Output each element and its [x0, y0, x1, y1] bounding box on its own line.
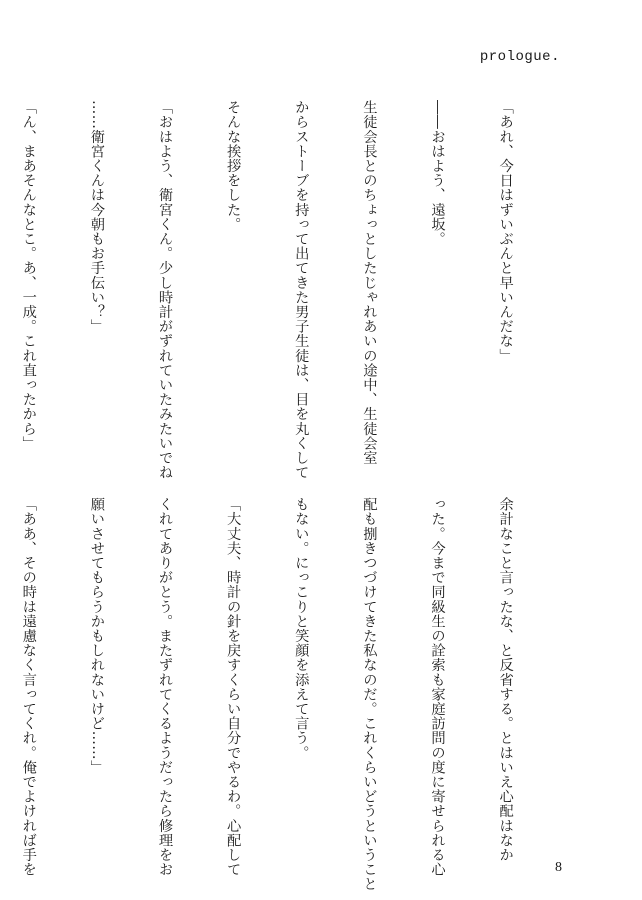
text-column: 「ああ、その時は遠慮なく言ってくれ。俺でよければ手を: [20, 497, 37, 877]
text-column: 「大丈夫、時計の針を戻すくらい自分でやるわ。心配して: [225, 497, 242, 877]
text-column: 願いさせてもらうかもしれないけど……」: [88, 497, 105, 775]
text-column: そんな挨拶をした。: [225, 100, 242, 232]
text-column: ――おはよう、遠坂。: [429, 100, 446, 246]
chapter-title: prologue.: [479, 49, 560, 65]
text-block-top: [20, 100, 562, 480]
page-number: 8: [555, 860, 562, 875]
text-column: もない。にっこりと笑顔を添えて言う。: [293, 497, 310, 760]
text-column: 配も捌きつづけてきた私なのだ。これくらいどうということ: [361, 497, 378, 892]
text-column: 余計なこと言ったな、と反省する。とはいえ心配はなか: [497, 497, 514, 862]
text-column: 「あれ、今日はずいぶんと早いんだな」: [497, 100, 514, 363]
text-column: ……衛宮くんは今朝もお手伝い？」: [88, 100, 105, 334]
text-column: からストーブを持って出てきた男子生徒は、目を丸くして: [293, 100, 310, 480]
text-column: 生徒会長とのちょっとしたじゃれあいの途中、生徒会室: [361, 100, 378, 465]
text-column: 「おはよう、衛宮くん。少し時計がずれていたみたいでね: [157, 100, 174, 480]
text-column: くれてありがとう。またずれてくるようだったら修理をお: [157, 497, 174, 877]
text-column: 「ん、まあそんなとこ。あ、一成。これ直ったから」: [20, 100, 37, 451]
text-block-bottom: [20, 497, 562, 892]
text-column: った。今まで同級生の詮索も家庭訪問の度に寄せられる心: [429, 497, 446, 877]
